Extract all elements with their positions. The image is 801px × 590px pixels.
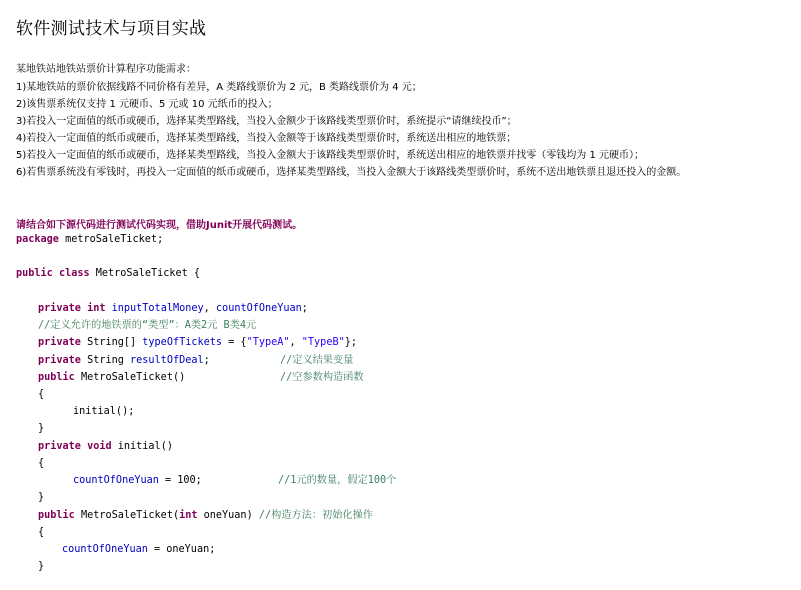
code-intro: 请结合如下源代码进行测试代码实现，借助Junit开展代码测试。	[16, 220, 303, 231]
code-keyword: public	[16, 268, 53, 279]
code-text: = {	[222, 337, 247, 348]
code-comment: //构造方法：初始化操作	[258, 510, 373, 521]
code-text: MetroSaleTicket {	[89, 268, 201, 279]
requirement-item: 5)若投入一定面值的纸币或硬币，选择某类型路线，当投入金额大于该路线类型票价时，系统送出相应的地铁票并找零（零钱均为 1 元硬币）；	[16, 150, 644, 161]
code-text: MetroSaleTicket()	[74, 372, 186, 383]
code-line	[38, 457, 44, 471]
code-text: String	[80, 355, 131, 366]
requirements-heading: 某地铁站地铁站票价计算程序功能需求：	[16, 64, 196, 75]
code-field: countOfOneYuan	[73, 475, 159, 486]
code-text: = 100;	[158, 475, 202, 486]
code-field: resultOfDeal	[130, 355, 204, 366]
code-line	[38, 440, 173, 454]
code-text: initial();	[73, 406, 135, 417]
code-line	[38, 526, 44, 540]
code-comment: //空参数构造函数	[280, 372, 364, 383]
code-field: countOfOneYuan	[62, 544, 148, 555]
code-text: String[]	[80, 337, 143, 348]
code-text: oneYuan)	[197, 510, 253, 521]
code-line	[280, 354, 353, 368]
code-text: }	[38, 492, 45, 503]
code-keyword: package	[16, 234, 59, 245]
code-text: metroSaleTicket;	[58, 234, 164, 245]
code-comment: //1元的数量，假定100个	[278, 475, 397, 486]
code-line	[38, 422, 44, 436]
code-line	[73, 405, 134, 419]
code-line	[38, 336, 357, 350]
code-field: inputTotalMoney	[111, 303, 204, 314]
code-text: ;	[203, 355, 210, 366]
requirement-item: 2)该售票系统仅支持 1 元硬币、5 元或 10 元纸币的投入；	[16, 99, 278, 110]
requirement-item: 6)若售票系统没有零钱时，再投入一定面值的纸币或硬币，选择某类型路线，当投入金额大于该路线类型票价时，系统不送出地铁票且退还投入的金额。	[16, 167, 687, 178]
code-string: "TypeB"	[301, 337, 345, 348]
code-keyword: void	[87, 441, 112, 452]
code-line	[16, 267, 200, 281]
code-text: MetroSaleTicket(	[74, 510, 180, 521]
code-keyword: private	[38, 303, 81, 314]
code-keyword: int	[179, 510, 198, 521]
page-title: 软件测试技术与项目实战	[16, 19, 207, 39]
code-text: = oneYuan;	[147, 544, 216, 555]
code-line	[278, 474, 396, 488]
code-text: }	[38, 423, 45, 434]
code-line	[38, 509, 373, 523]
code-line	[38, 371, 185, 385]
code-text: ;	[301, 303, 308, 314]
code-line	[38, 302, 308, 316]
code-line	[280, 371, 364, 385]
code-line	[38, 354, 210, 368]
requirement-item: 1)某地铁站的票价依据线路不同价格有差异，A 类路线票价为 2 元，B 类路线票价为 4 元；	[16, 82, 422, 93]
code-text: {	[38, 458, 45, 469]
code-line	[38, 560, 44, 574]
code-text: initial()	[111, 441, 173, 452]
code-line	[38, 319, 256, 333]
code-keyword: public	[38, 372, 75, 383]
code-comment: //定义结果变量	[280, 355, 354, 366]
code-field: typeOfTickets	[142, 337, 223, 348]
code-field: countOfOneYuan	[215, 303, 302, 314]
code-keyword: int	[87, 303, 106, 314]
code-text: {	[38, 527, 45, 538]
requirement-item: 4)若投入一定面值的纸币或硬币，选择某类型路线，当投入金额等于该路线类型票价时，系统送出相应的地铁票；	[16, 133, 517, 144]
code-keyword: class	[58, 268, 90, 279]
code-line	[38, 388, 44, 402]
code-line	[16, 233, 163, 247]
code-keyword: private	[38, 337, 81, 348]
code-keyword: public	[38, 510, 75, 521]
code-comment: //定义允许的地铁票的“类型”：A类2元 B类4元	[38, 320, 257, 331]
code-line	[62, 543, 215, 557]
code-string: "TypeA"	[246, 337, 290, 348]
code-text: {	[38, 389, 45, 400]
code-keyword: private	[38, 355, 81, 366]
code-text: }	[38, 561, 45, 572]
code-text: ,	[289, 337, 302, 348]
code-text: ,	[203, 303, 216, 314]
code-line	[38, 491, 44, 505]
requirement-item: 3)若投入一定面值的纸币或硬币，选择某类型路线，当投入金额少于该路线类型票价时，系统提示“请继续投币”；	[16, 116, 517, 127]
code-text: };	[344, 337, 357, 348]
code-line	[73, 474, 202, 488]
code-keyword: private	[38, 441, 81, 452]
